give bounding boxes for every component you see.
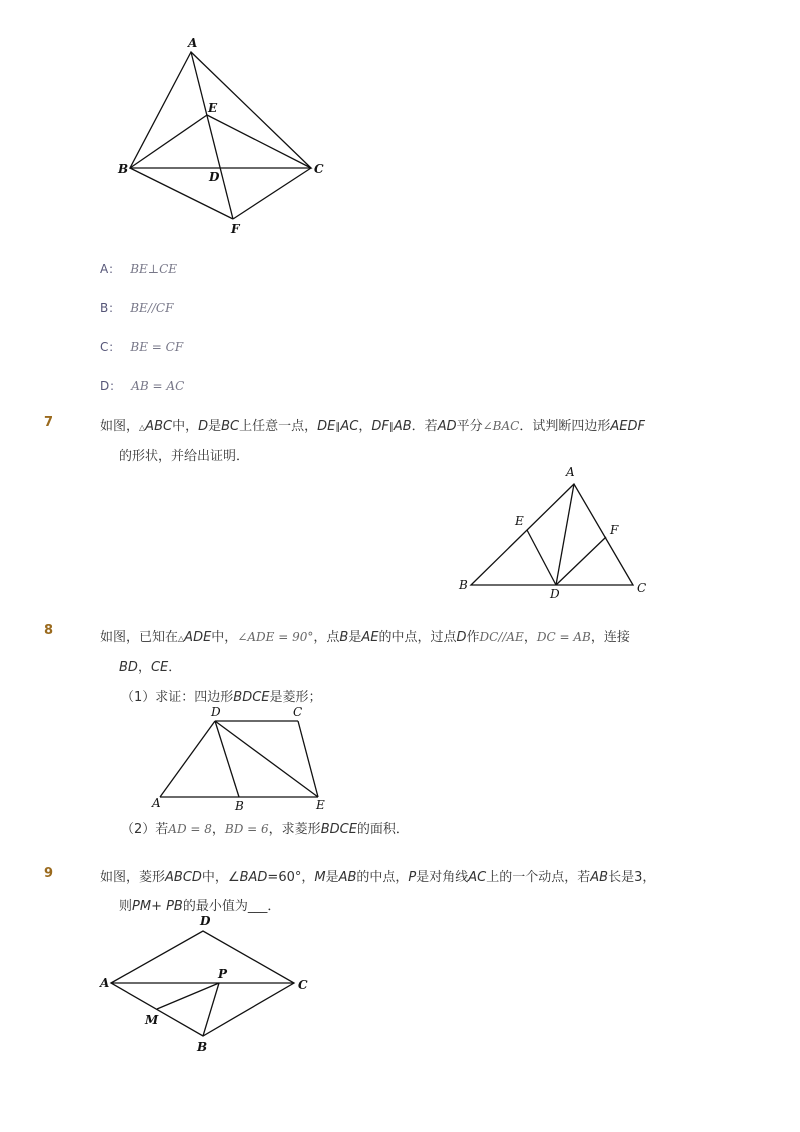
q7-label-e: E: [515, 514, 524, 528]
q9-math: M: [314, 870, 326, 885]
q7-text: ，: [358, 419, 372, 434]
q7-math: AD: [437, 419, 457, 434]
q8-math: BDCE: [233, 690, 270, 705]
q8-text: ，点: [313, 630, 340, 645]
q8-text: ，: [137, 660, 151, 675]
triangle-symbol: △: [139, 423, 146, 432]
q8-text: ，连接: [590, 630, 630, 645]
q8-math: AE: [361, 630, 379, 645]
q7-text: ．若: [411, 419, 438, 434]
q8-label-e: E: [316, 798, 325, 812]
q7-text: 如图，: [100, 419, 140, 434]
q6-option-a-math: BE⊥CE: [130, 262, 178, 276]
q9-number: 9: [44, 866, 54, 881]
q9-text: 是对角线: [416, 870, 469, 885]
q7-math: BC: [221, 419, 240, 434]
q8-text: 中，: [211, 630, 238, 645]
q9-label-m: M: [145, 1013, 159, 1027]
q8-part2-text: （2）若: [121, 822, 169, 837]
q8-part2-text: 的面积．: [356, 822, 409, 837]
q6-option-a-letter: A：: [100, 262, 121, 276]
q7-text: ．试判断四边形: [519, 419, 611, 434]
q8-text: ，: [523, 630, 537, 645]
q7-math: AB: [393, 419, 412, 434]
q7-text: 上任意一点，: [239, 419, 318, 434]
q9-label-d: D: [200, 914, 211, 928]
q9-text: 如图，菱形: [100, 870, 166, 885]
q8-text: 作: [466, 630, 480, 645]
q9-label-b: B: [197, 1040, 208, 1054]
q8-formula-parallel: DC//AE: [479, 630, 524, 644]
q6-label-d: D: [209, 170, 220, 184]
q9-label-c: C: [298, 978, 308, 992]
q8-math: BDCE: [320, 822, 357, 837]
q7-math: AEDF: [610, 419, 645, 434]
q9-math: ABCD: [165, 870, 202, 885]
q9-math: P: [408, 870, 417, 885]
q8-number: 8: [44, 623, 54, 638]
q9-text: 的中点，: [356, 870, 409, 885]
q8-label-a: A: [152, 796, 161, 810]
q6-label-b: B: [118, 162, 129, 176]
q6-option-d-math: AB = AC: [131, 379, 185, 393]
q8-math: B: [339, 630, 349, 645]
angle-symbol: ∠: [227, 870, 240, 885]
q9-math: AB: [338, 870, 357, 885]
q9-text: 长是3，: [608, 870, 656, 885]
q7-label-f: F: [610, 523, 619, 537]
q7-text: 平分: [456, 419, 483, 434]
q7-formula-angle-bac: ∠BAC: [482, 419, 520, 433]
q8-part2-text: ，: [211, 822, 225, 837]
q8-part1-text: 是菱形；: [269, 690, 322, 705]
q7-text: 是: [208, 419, 222, 434]
q7-math: D: [198, 419, 209, 434]
q8-label-c: C: [293, 705, 303, 719]
q9-label-p: P: [218, 967, 228, 981]
q8-text: 如图，已知在: [100, 630, 179, 645]
q8-formula-equal: DC = AB: [536, 630, 591, 644]
q7-math: DF: [371, 419, 389, 434]
q9-text: 是: [325, 870, 339, 885]
q6-option-c-math: BE = CF: [130, 340, 184, 354]
q7-math: DE: [317, 419, 336, 434]
q8-part2-text: ，求菱形: [268, 822, 321, 837]
q6-label-a: A: [188, 36, 198, 50]
q9-math: AC: [468, 870, 487, 885]
q7-line2: 的形状，并给出证明．: [119, 449, 250, 464]
q7-math: ABC: [145, 419, 173, 434]
q7-label-b: B: [459, 578, 468, 592]
q8-text: ．: [168, 660, 182, 675]
q7-math: AC: [340, 419, 359, 434]
q6-option-d-letter: D：: [100, 379, 122, 393]
q9-text: 中，: [201, 870, 228, 885]
q8-math: BD: [119, 660, 138, 675]
q9-text: 则: [119, 899, 133, 914]
parallel-symbol: ∥: [388, 422, 394, 433]
q9-text: 上的一个动点，若: [486, 870, 591, 885]
q8-math: ADE: [184, 630, 212, 645]
q7-label-a: A: [566, 465, 575, 479]
q6-option-b-math: BE//CF: [130, 301, 174, 315]
q7-label-c: C: [637, 581, 647, 595]
q8-math: CE: [150, 660, 169, 675]
q7-number: 7: [44, 415, 54, 430]
q9-math: PM+ PB: [132, 899, 183, 914]
q8-formula-ad: AD = 8: [168, 822, 212, 836]
q8-formula-angle: ∠ADE = 90°: [237, 630, 314, 644]
q9-label-a: A: [100, 976, 110, 990]
q9-text: =60°，: [267, 870, 315, 885]
q6-label-e: E: [208, 101, 218, 115]
q9-math: AB: [590, 870, 609, 885]
triangle-symbol: △: [178, 634, 185, 643]
q7-label-d: D: [550, 587, 560, 601]
q8-text: 是: [348, 630, 362, 645]
q8-label-d: D: [211, 705, 221, 719]
q6-option-b-letter: B：: [100, 301, 121, 315]
q6-option-c-letter: C：: [100, 340, 121, 354]
q9-text: 的最小值为___．: [182, 899, 281, 914]
parallel-symbol: ∥: [335, 422, 341, 433]
q6-label-c: C: [314, 162, 324, 176]
q8-math: D: [456, 630, 467, 645]
q9-math: BAD: [239, 870, 268, 885]
q7-text: 中，: [172, 419, 199, 434]
q6-label-f: F: [231, 222, 240, 236]
q8-formula-bd: BD = 6: [224, 822, 269, 836]
q8-text: 的中点，过点: [378, 630, 457, 645]
q8-part1-text: （1）求证：四边形: [121, 690, 234, 705]
q8-label-b: B: [235, 799, 244, 813]
q9-segment-pm: [157, 983, 219, 1009]
